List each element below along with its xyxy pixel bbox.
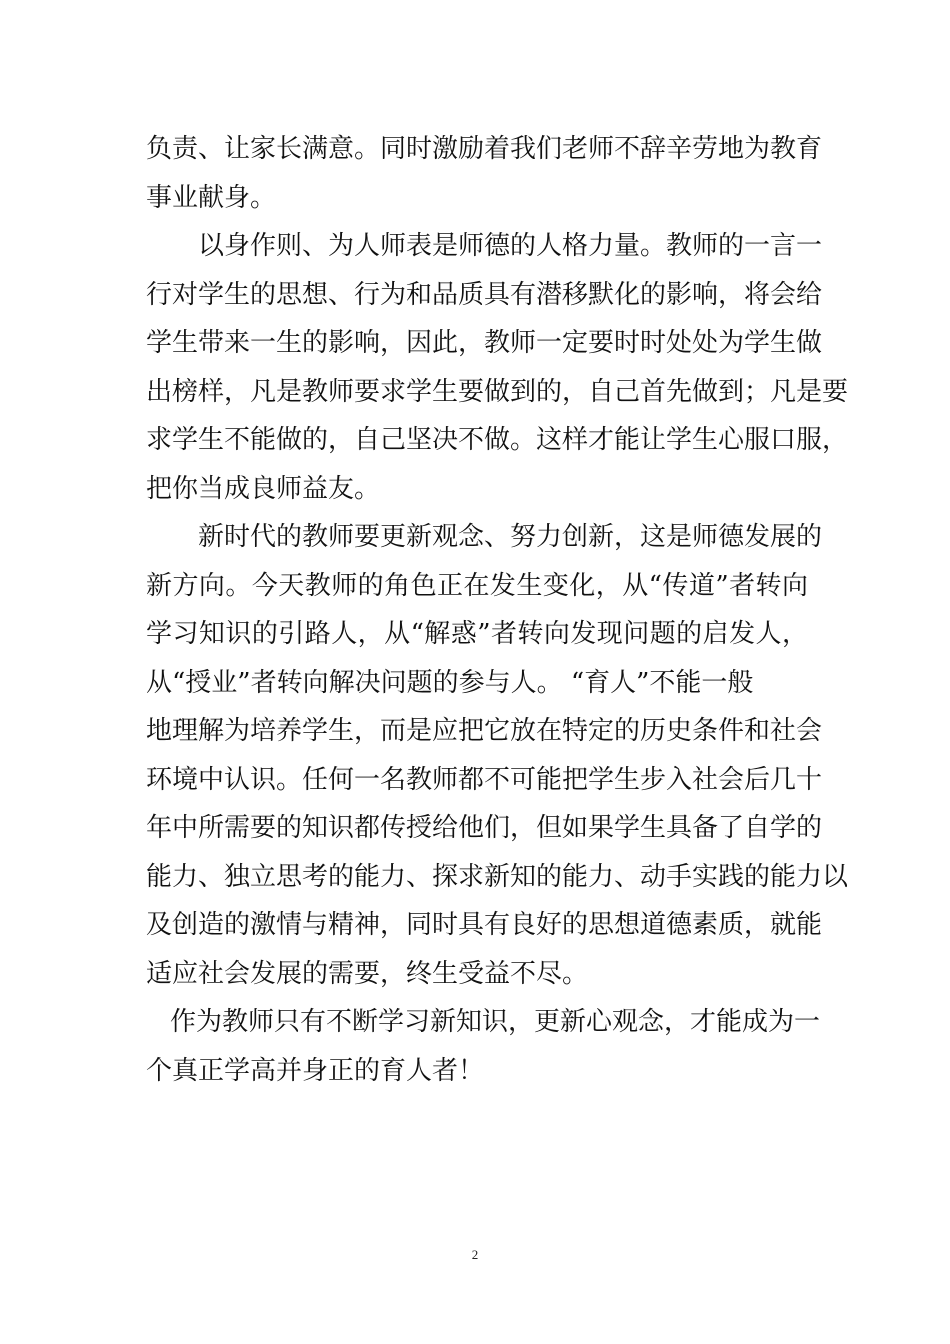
text-line: 负责、让家长满意。同时激励着我们老师不辞辛劳地为教育 — [146, 134, 823, 164]
body-text — [146, 125, 849, 1095]
text-line: 学生带来一生的影响，因此，教师一定要时时处处为学生做 — [146, 328, 823, 358]
text-line: 事业献身。 — [146, 182, 277, 213]
text-line: 年中所需要的知识都传授给他们，但如果学生具备了自学的 — [146, 813, 823, 843]
text-line: 行对学生的思想、行为和品质具有潜移默化的影响，将会给 — [146, 279, 823, 310]
text-line: 个真正学高并身正的育人者！ — [146, 1055, 485, 1086]
text-line: 及创造的激情与精神，同时具有良好的思想道德素质，就能 — [146, 910, 823, 940]
text-line: 地理解为培养学生，而是应把它放在特定的历史条件和社会 — [146, 716, 823, 746]
text-line: 以身作则、为人师表是师德的人格力量。教师的一言一 — [198, 231, 823, 261]
text-line: 学习知识的引路人，从“解惑”者转向发现问题的启发人， — [146, 619, 808, 649]
text-line: 适应社会发展的需要，终生受益不尽。 — [146, 958, 589, 989]
text-line: 从“授业”者转向解决问题的参与人。 “育人”不能一般 — [146, 667, 754, 698]
text-line: 环境中认识。任何一名教师都不可能把学生步入社会后几十 — [146, 764, 823, 795]
text-line: 新方向。今天教师的角色正在发生变化，从“传道”者转向 — [146, 570, 808, 601]
text-line: 能力、独立思考的能力、探求新知的能力、动手实践的能力以 — [146, 861, 849, 892]
text-line: 作为教师只有不断学习新知识，更新心观念，才能成为一 — [170, 1007, 821, 1037]
text-line: 求学生不能做的，自己坚决不做。这样才能让学生心服口服， — [146, 425, 849, 455]
page-number: 2 — [471, 1247, 479, 1262]
text-line: 出榜样，凡是教师要求学生要做到的，自己首先做到；凡是要 — [146, 376, 849, 407]
text-line: 新时代的教师要更新观念、努力创新，这是师德发展的 — [198, 522, 823, 552]
text-line: 把你当成良师益友。 — [146, 473, 381, 504]
